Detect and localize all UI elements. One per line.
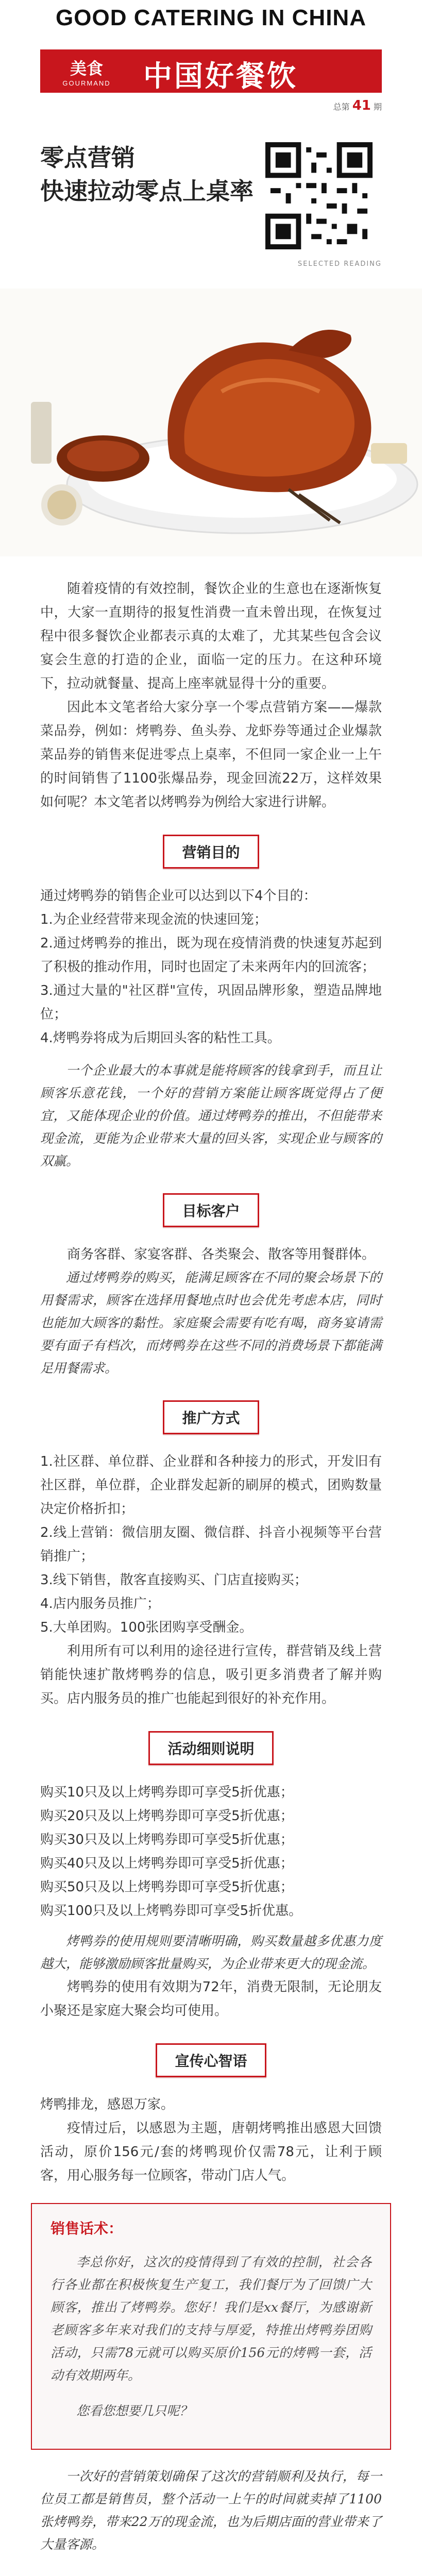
- method-item: 3.线下销售，散客直接购买、门店直接购买；: [40, 1572, 308, 1588]
- slogan-line: 烤鸭排龙，感恩万家。: [40, 2097, 175, 2112]
- section-methods: [0, 1400, 422, 1434]
- header: [0, 0, 422, 129]
- method-note: 利用所有可以利用的途径进行宣传，群营销及线上营销能快速扩散烤鸭券的信息，吸引更多消费者了解并购买。店内服务员的推广也能起到很好的补充作用。: [40, 1643, 382, 1706]
- brand-name: 中国好餐饮: [143, 59, 298, 93]
- rule-item: 购买50只及以上烤鸭券即可享受5折优惠；: [40, 1879, 294, 1895]
- intro-paragraph-1: 随着疫情的有效控制，餐饮企业的生意也在逐渐恢复中，大家一直期待的报复性消费一直未曾出现，在恢复过程中很多餐饮企业都表示真的太难了，尤其某些包含会议宴会生意的打造的企业，面临一定的压力。在这种环境下，拉动就餐量、提高上座率就显得十分的重要。: [40, 581, 382, 691]
- rules-note: 烤鸭券的使用规则要清晰明确，购买数量越多优惠力度越大，能够激励顾客批量购买，为企业带来更大的现金流。: [40, 1934, 382, 1971]
- issue-number: [333, 98, 382, 113]
- issue-value: 41: [352, 98, 371, 113]
- rule-item: 购买40只及以上烤鸭券即可享受5折优惠；: [40, 1856, 294, 1871]
- goal-item: 2.通过烤鸭券的推出，既为现在疫情消费的快速复苏起到了积极的推动作用，同时也固定了未来两年内的回流客；: [40, 936, 382, 975]
- qr-label: SELECTED READING: [297, 260, 382, 268]
- page-title-line2: 快速拉动零点上桌率: [40, 177, 254, 205]
- rule-item: 购买30只及以上烤鸭券即可享受5折优惠；: [40, 1832, 294, 1848]
- method-item: 5.大单团购。100张团购享受酬金。: [40, 1620, 253, 1635]
- method-item: 1.社区群、单位群、企业群和各种接力的形式，开发旧有社区群，单位群，企业群发起新的刷屏的模式，团购数量决定价格折扣；: [40, 1454, 382, 1517]
- roast-duck-illustration: [0, 289, 422, 556]
- sales-script-box: [31, 2203, 391, 2450]
- qr-code-icon: [265, 142, 373, 249]
- section-title-goal: 营销目的: [163, 835, 259, 869]
- section-rules: [0, 1731, 422, 1765]
- brand-logo-en: GOURMAND: [62, 79, 111, 87]
- slogan-line: 疫情过后，以感恩为主题，唐朝烤鸭推出感恩大回馈活动，原价156元/套的烤鸭现价仅需78元，让利于顾客，用心服务每一位顾客，带动门店人气。: [40, 2121, 382, 2183]
- customers-paragraph: 商务客群、家宴客群、各类聚会、散客等用餐群体。: [67, 1247, 376, 1262]
- method-item: 4.店内服务员推广；: [40, 1596, 160, 1612]
- goal-item: 1.为企业经营带来现金流的快速回笼；: [40, 912, 267, 927]
- qr-code[interactable]: [262, 139, 382, 259]
- goal-item: 3.通过大量的"社区群"宣传，巩固品牌形象，塑造品牌地位；: [40, 983, 382, 1022]
- sales-script-line: 您看您想要几只呢？: [76, 2403, 193, 2418]
- intro-paragraph-2: 因此本文笔者给大家分享一个零点营销方案——爆款菜品券，例如：烤鸭券、鱼头券、龙虾券等通过企业爆款菜品券的销售来促进零点上桌率，不但同一家企业一上午的时间销售了1100张爆品券，现金回流22万，这样效果如何呢？本文笔者以烤鸭券为例给大家进行讲解。: [40, 700, 382, 810]
- section-title-customers: 目标客户: [163, 1193, 259, 1227]
- section-slogan: [0, 2043, 422, 2077]
- header-top-title: GOOD CATERING IN CHINA: [56, 5, 366, 30]
- rules-extra: 烤鸭券的使用有效期为72年，消费无限制，无论朋友小聚还是家庭大聚会均可使用。: [40, 1979, 382, 2019]
- article-body: [0, 577, 422, 2576]
- customers-note: 通过烤鸭券的购买，能满足顾客在不同的聚会场景下的用餐需求，顾客在选择用餐地点时也会优先考虑本店，同时也能加大顾客的黏性。家庭聚会需要有吃有喝，商务宴请需要有面子有档次，而烤鸭券在这些不同的消费场景下都能满足用餐需求。: [40, 1270, 382, 1376]
- section-title-methods: 推广方式: [163, 1400, 259, 1434]
- brand-logo: [40, 49, 133, 93]
- rule-item: 购买100只及以上烤鸭券即可享受5折优惠。: [40, 1903, 302, 1919]
- section-title-slogan: 宣传心智语: [156, 2043, 266, 2077]
- goal-item: 4.烤鸭券将成为后期回头客的粘性工具。: [40, 1030, 281, 1046]
- section-goal: [0, 835, 422, 869]
- rule-item: 购买10只及以上烤鸭券即可享受5折优惠；: [40, 1785, 294, 1800]
- brand-logo-cn: 美食: [70, 58, 103, 78]
- page-title-line1: 零点营销: [40, 144, 135, 172]
- sales-script-title: 销售话术：: [50, 2220, 123, 2237]
- section-title-rules: 活动细则说明: [148, 1731, 273, 1765]
- goal-note: 一个企业最大的本事就是能将顾客的钱拿到手，而且让顾客乐意花钱，一个好的营销方案能让顾客既觉得占了便宜，又能体现企业的价值。通过烤鸭券的推出，不但能带来现金流，更能为企业带来大量的回头客，实现企业与顾客的双赢。: [40, 1063, 382, 1168]
- issue-suffix: 期: [373, 102, 382, 112]
- sales-note: 一次好的营销策划确保了这次的营销顺利及执行，每一位员工都是销售员，整个活动一上午的时间就卖掉了1100张烤鸭券，带来22万的现金流，也为后期店面的营业带来了大量客源。: [40, 2469, 382, 2552]
- goal-item: 通过烤鸭券的销售企业可以达到以下4个目的：: [40, 888, 317, 904]
- hero-image-roast-duck: [0, 289, 422, 577]
- method-item: 2.线上营销：微信朋友圈、微信群、抖音小视频等平台营销推广；: [40, 1525, 382, 1564]
- brand-bar: [40, 49, 382, 93]
- section-customers: [0, 1193, 422, 1227]
- sales-script-line: 李总你好，这次的疫情得到了有效的控制，社会各行各业都在积极恢复生产复工，我们餐厅为了回馈广大顾客，推出了烤鸭券。您好！我们是xx餐厅，为感谢新老顾客多年来对我们的支持与厚爱，特推出烤鸭券团购活动，只需78元就可以购买原价156元的烤鸭一套，活动有效期两年。: [50, 2255, 372, 2383]
- issue-prefix: 总第: [333, 102, 350, 112]
- rule-item: 购买20只及以上烤鸭券即可享受5折优惠；: [40, 1808, 294, 1824]
